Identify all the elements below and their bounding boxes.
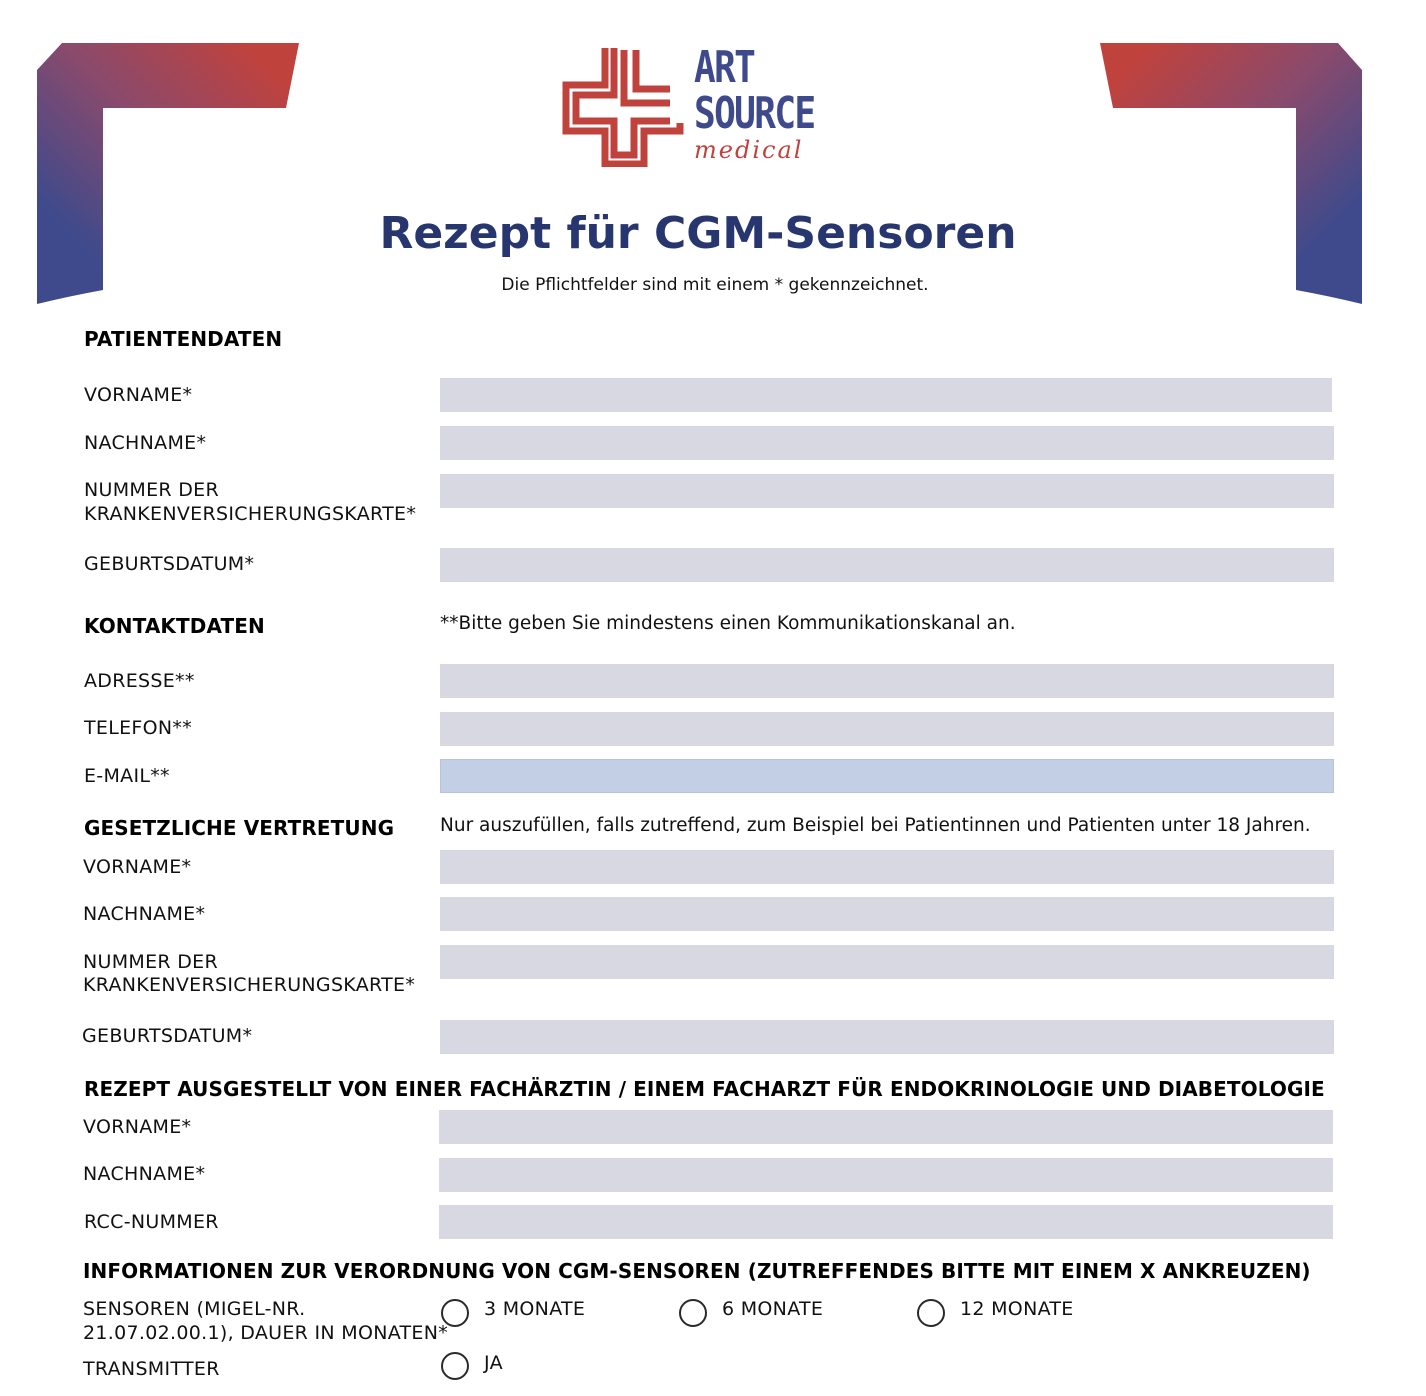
- sensoren-6-monate-radio[interactable]: [679, 1299, 707, 1327]
- vertretung-note: Nur auszufüllen, falls zutreffend, zum Beispiel bei Patientinnen und Patienten unter 18 Jahren.: [440, 815, 1311, 836]
- logo-cross-icon: [562, 45, 688, 167]
- sensoren-12-monate-radio[interactable]: [917, 1299, 945, 1327]
- arzt-rcc-label: RCC-NUMMER: [84, 1211, 219, 1233]
- section-verordnung-heading: INFORMATIONEN ZUR VERORDNUNG VON CGM-SENSOREN (ZUTREFFENDES BITTE MIT EINEM X ANKREUZEN): [83, 1259, 1311, 1283]
- patient-geburtsdatum-input[interactable]: [440, 548, 1334, 582]
- sensoren-3-monate-radio[interactable]: [441, 1299, 469, 1327]
- patient-karte-input[interactable]: [440, 474, 1334, 508]
- patient-vorname-input[interactable]: [440, 378, 1332, 412]
- arzt-nachname-label: NACHNAME*: [83, 1163, 206, 1185]
- kontakt-note: **Bitte geben Sie mindestens einen Kommunikationskanal an.: [440, 613, 1016, 634]
- corner-ribbon-left: [0, 0, 310, 310]
- vertretung-vorname-input[interactable]: [440, 850, 1334, 884]
- logo-text-source: SOURCE: [694, 88, 815, 139]
- section-kontaktdaten-heading: KONTAKTDATEN: [84, 614, 265, 638]
- kontakt-adresse-label: ADRESSE**: [84, 670, 195, 692]
- vertretung-geburtsdatum-input[interactable]: [440, 1020, 1334, 1054]
- kontakt-telefon-label: TELEFON**: [84, 717, 192, 739]
- vertretung-nachname-input[interactable]: [440, 897, 1334, 931]
- patient-karte-label-line2: KRANKENVERSICHERUNGSKARTE*: [84, 503, 417, 525]
- patient-nachname-label: NACHNAME*: [84, 432, 207, 454]
- kontakt-email-input[interactable]: [440, 759, 1334, 793]
- kontakt-email-label: E-MAIL**: [84, 765, 170, 787]
- patient-vorname-label: VORNAME*: [84, 384, 193, 406]
- patient-karte-label-line1: NUMMER DER: [84, 479, 219, 501]
- vertretung-nachname-label: NACHNAME*: [83, 903, 206, 925]
- vertretung-karte-label-line2: KRANKENVERSICHERUNGSKARTE*: [83, 974, 416, 996]
- vertretung-vorname-label: VORNAME*: [83, 856, 192, 878]
- sensoren-label-line1: SENSOREN (MIGEL-NR.: [83, 1298, 306, 1320]
- logo-text-medical: medical: [694, 136, 804, 164]
- section-arzt-heading: REZEPT AUSGESTELLT VON EINER FACHÄRZTIN / EINEM FACHARZT FÜR ENDOKRINOLOGIE UND DIABETOLOGIE: [84, 1077, 1325, 1101]
- arzt-nachname-input[interactable]: [439, 1158, 1333, 1192]
- transmitter-ja-radio[interactable]: [441, 1352, 469, 1380]
- sensoren-3-monate-label: 3 MONATE: [484, 1298, 586, 1320]
- sensoren-label-line2: 21.07.02.00.1), DAUER IN MONATEN*: [83, 1322, 449, 1344]
- vertretung-karte-label-line1: NUMMER DER: [83, 951, 218, 973]
- page-title: Rezept für CGM-Sensoren: [379, 208, 1017, 259]
- logo-text-art: ART: [694, 42, 755, 93]
- section-vertretung-heading: GESETZLICHE VERTRETUNG: [84, 816, 395, 840]
- section-patientendaten-heading: PATIENTENDATEN: [84, 327, 283, 351]
- arzt-vorname-input[interactable]: [439, 1110, 1333, 1144]
- patient-nachname-input[interactable]: [440, 426, 1334, 460]
- page-subtitle: Die Pflichtfelder sind mit einem * gekennzeichnet.: [501, 275, 929, 295]
- sensoren-12-monate-label: 12 MONATE: [960, 1298, 1074, 1320]
- vertretung-geburtsdatum-label: GEBURTSDATUM*: [82, 1025, 253, 1047]
- arzt-vorname-label: VORNAME*: [83, 1116, 192, 1138]
- arzt-rcc-input[interactable]: [439, 1205, 1333, 1239]
- corner-ribbon-right: [1095, 0, 1395, 310]
- transmitter-ja-label: JA: [484, 1352, 503, 1374]
- transmitter-label: TRANSMITTER: [83, 1358, 220, 1380]
- vertretung-karte-input[interactable]: [440, 945, 1334, 979]
- patient-geburtsdatum-label: GEBURTSDATUM*: [84, 553, 255, 575]
- kontakt-adresse-input[interactable]: [440, 664, 1334, 698]
- sensoren-6-monate-label: 6 MONATE: [722, 1298, 824, 1320]
- kontakt-telefon-input[interactable]: [440, 712, 1334, 746]
